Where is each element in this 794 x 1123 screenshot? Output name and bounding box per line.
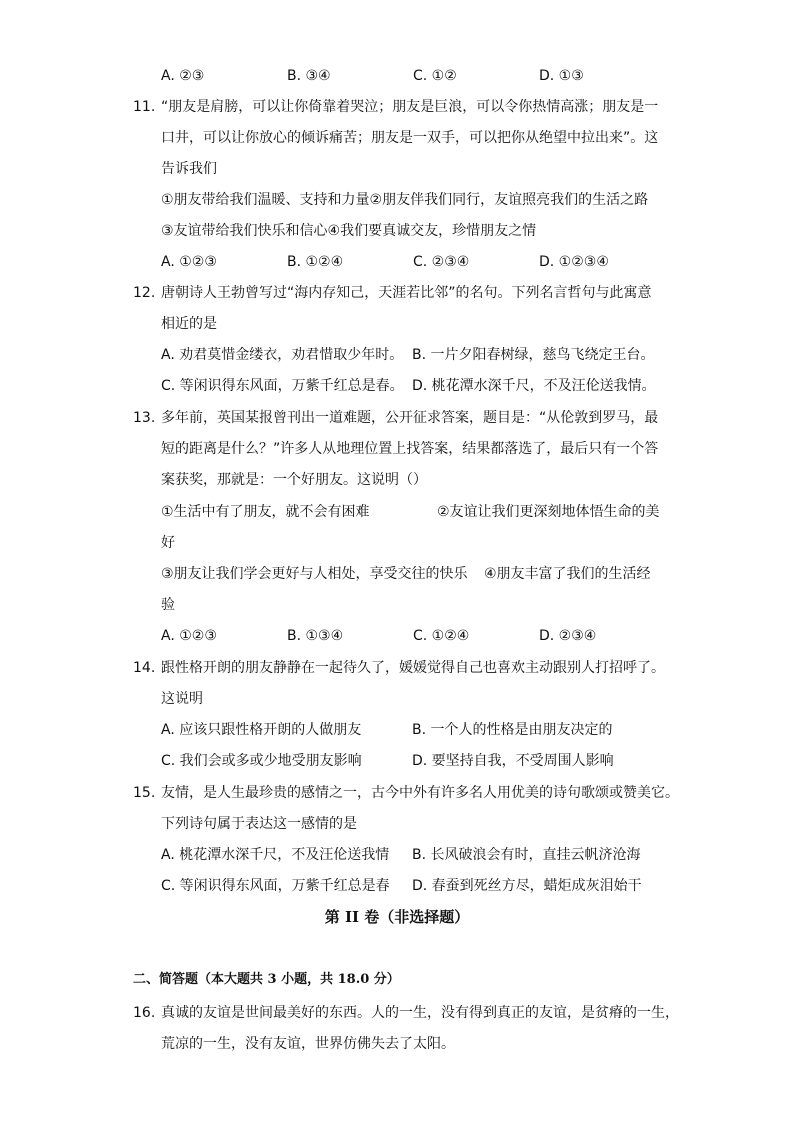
q12-option-d: D. 桃花潭水深千尺，不及汪伦送我情。 [412, 378, 656, 394]
q11-stem-line: “朋友是肩膀，可以让你倚靠着哭泣；朋友是巨浪，可以令你热情高涨；朋友是一 [161, 99, 659, 115]
q13-option-c: C. ①②④ [413, 628, 470, 644]
q11-number: 11. [133, 99, 156, 115]
q13-statement: 好 [161, 535, 175, 551]
q13-statement: ①生活中有了朋友，就不会有困难 [161, 504, 370, 520]
q11-option-c: C. ②③④ [413, 254, 470, 270]
section-two-heading: 二、简答题（本大题共 3 小题，共 18.0 分） [133, 972, 400, 987]
q13-stem-line: 多年前，英国某报曾刊出一道难题，公开征求答案，题目是：“从伦敦到罗马，最 [161, 410, 659, 426]
q14-option-d: D. 要坚持自我，不受周围人影响 [412, 753, 614, 769]
q10-option-a: A. ②③ [161, 68, 205, 84]
q14-stem-line: 这说明 [161, 691, 203, 707]
q14-option-b: B. 一个人的性格是由朋友决定的 [412, 722, 613, 738]
q14-option-a: A. 应该只跟性格开朗的人做朋友 [161, 722, 362, 738]
q14-stem-line: 跟性格开朗的朋友静静在一起待久了，媛媛觉得自己也喜欢主动跟别人打招呼了。 [161, 660, 665, 676]
q14-options-row [161, 751, 681, 771]
q10-option-b: B. ③④ [287, 68, 331, 84]
q13-statement: ④朋友丰富了我们的生活经 [484, 566, 651, 582]
q13-number: 13. [133, 410, 156, 426]
q16-stem-line: 荒凉的一生，没有友谊，世界仿佛失去了太阳。 [161, 1036, 455, 1052]
q12-options-row [161, 345, 681, 365]
q13-option-d: D. ②③④ [539, 628, 597, 644]
q12-options-row [161, 376, 681, 396]
q15-stem-line: 友情，是人生最珍贵的感情之一，古今中外有许多名人用优美的诗句歌颂或赞美它。 [161, 785, 679, 801]
q11-statement: ①朋友带给我们温暖、支持和力量②朋友伴我们同行，友谊照亮我们的生活之路 [161, 192, 649, 208]
q13-option-a: A. ①②③ [161, 628, 217, 644]
q13-statement: 验 [161, 597, 175, 613]
q12-option-a: A. 劝君莫惜金缕衣，劝君惜取少年时。 [161, 347, 404, 363]
q11-option-a: A. ①②③ [161, 254, 217, 270]
q15-stem-line: 下列诗句属于表达这一感情的是 [161, 816, 357, 832]
q14-number: 14. [133, 660, 156, 676]
q15-option-a: A. 桃花潭水深千尺，不及汪伦送我情 [161, 847, 390, 863]
q15-option-d: D. 春蚕到死丝方尽，蜡炬成灰泪始干 [412, 878, 642, 894]
q13-options [161, 626, 661, 646]
q11-options [161, 252, 661, 272]
q12-stem-line: 相近的是 [161, 316, 217, 332]
q16-stem-line: 真诚的友谊是世间最美好的东西。人的一生，没有得到真正的友谊，是贫瘠的一生， [161, 1005, 679, 1021]
q11-stem-line: 口井，可以让你放心的倾诉痛苦；朋友是一双手，可以把你从绝望中拉出来”。这 [161, 130, 659, 146]
q11-option-d: D. ①②③④ [539, 254, 609, 270]
q11-option-b: B. ①②④ [287, 254, 344, 270]
q12-stem-line: 唐朝诗人王勃曾写过“海内存知己，天涯若比邻”的名句。下列名言哲句与此寓意 [161, 285, 652, 301]
q14-option-c: C. 我们会或多或少地受朋友影响 [161, 753, 362, 769]
q15-options-row [161, 876, 681, 896]
q15-option-c: C. 等闲识得东风面，万紫千红总是春 [161, 878, 390, 894]
q16-number: 16. [133, 1005, 156, 1021]
q11-statement: ③友谊带给我们快乐和信心④我们要真诚交友，珍惜朋友之情 [161, 223, 537, 239]
q14-options-row [161, 720, 681, 740]
q12-option-c: C. 等闲识得东风面，万紫千红总是春。 [161, 378, 404, 394]
q10-option-c: C. ①② [413, 68, 457, 84]
q15-option-b: B. 长风破浪会有时，直挂云帆济沧海 [412, 847, 641, 863]
q13-statement: ②友谊让我们更深刻地体悟生命的美 [437, 504, 660, 520]
q10-option-d: D. ①③ [539, 68, 584, 84]
q15-options-row [161, 845, 681, 865]
q11-stem-line: 告诉我们 [161, 161, 217, 177]
q13-stem-line: 案获奖，那就是：一个好朋友。这说明（） [161, 472, 427, 488]
q15-number: 15. [133, 785, 156, 801]
q10-options [161, 66, 661, 86]
q13-statements-row [161, 564, 681, 584]
q13-statements-row [161, 502, 681, 522]
q12-option-b: B. 一片夕阳春树绿，慈鸟飞绕定王台。 [412, 347, 655, 363]
q13-stem-line: 短的距离是什么？”许多人从地理位置上找答案，结果都落选了，最后只有一个答 [161, 441, 659, 457]
q13-statement: ③朋友让我们学会更好与人相处，享受交往的快乐 [161, 566, 468, 582]
part-two-title: 第 II 卷（非选择题） [324, 908, 470, 926]
q13-option-b: B. ①③④ [287, 628, 344, 644]
q12-number: 12. [133, 285, 156, 301]
